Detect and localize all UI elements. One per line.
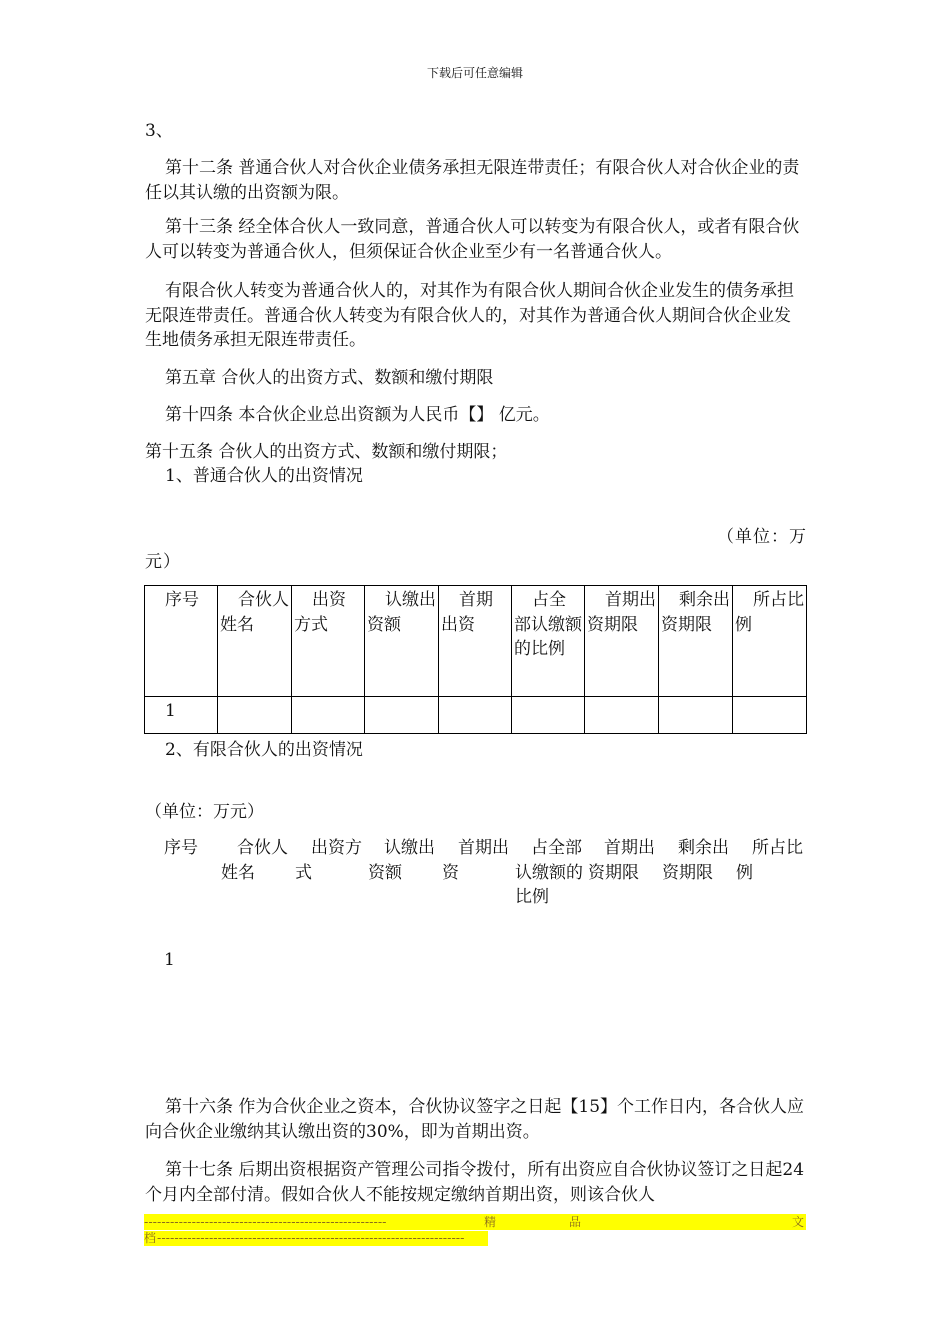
header-cell: 所占比例 (733, 586, 807, 697)
header-cell: 合伙人姓名 (221, 838, 288, 883)
table-cell (365, 697, 439, 734)
footer-dashes: -------------------------------------------------------- (144, 1215, 387, 1229)
article-16: 第十六条 作为合伙企业之资本，合伙协议签字之日起【15】个工作日内，各合伙人应向合伙企业缴纳其认缴出资的30%，即为首期出资。 (145, 1097, 805, 1142)
limited-partner-subtitle: 2、有限合伙人的出资情况 (165, 740, 363, 760)
footer-char: 文 (792, 1215, 805, 1229)
table-cell (218, 697, 292, 734)
header-cell: 首期出资 (442, 838, 509, 883)
footer-char: 品 (569, 1215, 582, 1229)
header-cell: 占全部认缴额的比例 (512, 586, 585, 697)
article-14: 第十四条 本合伙企业总出资额为人民币【】 亿元。 (165, 405, 550, 425)
header-cell: 认缴出资额 (365, 586, 439, 697)
footer-char: 精 (484, 1215, 497, 1229)
footer-char: 档 (144, 1231, 157, 1245)
paragraph-item-3: 3、 (145, 121, 173, 141)
table-cell (585, 697, 659, 734)
header-cell: 首期出资期限 (585, 586, 659, 697)
table-cell (292, 697, 365, 734)
row-number-cell: 1 (164, 950, 175, 970)
table-cell (659, 697, 733, 734)
header-cell: 首期出资 (439, 586, 512, 697)
general-partner-table (144, 585, 807, 734)
header-cell: 出资方式 (295, 838, 362, 883)
header-cell: 首期出资期限 (588, 838, 655, 883)
unit-note-1: （单位：万元） (145, 527, 807, 572)
partner-conversion-paragraph: 有限合伙人转变为普通合伙人的，对其作为有限合伙人期间合伙企业发生的债务承担无限连带责任。普通合伙人转变为有限合伙人的，对其作为普通合伙人期间合伙企业发生地债务承担无限连带责任。 (145, 281, 794, 350)
header-cell: 所占比例 (736, 838, 803, 883)
article-12: 第十二条 普通合伙人对合伙企业债务承担无限连带责任；有限合伙人对合伙企业的责任以其认缴的出资额为限。 (145, 158, 800, 203)
table-row (145, 697, 807, 734)
footer-dashes: ----------------------------------------------------------------------- (157, 1231, 465, 1245)
chapter-5-title: 第五章 合伙人的出资方式、数额和缴付期限 (165, 368, 494, 388)
table-header-row (145, 586, 807, 697)
header-cell: 合伙人姓名 (218, 586, 292, 697)
page-header: 下载后可任意编辑 (426, 66, 523, 80)
header-cell: 序号 (164, 838, 198, 858)
header-cell: 剩余出资期限 (662, 838, 729, 883)
table-cell (733, 697, 807, 734)
unit-note-2: （单位：万元） (145, 802, 264, 822)
row-number-cell: 1 (145, 697, 218, 734)
article-15: 第十五条 合伙人的出资方式、数额和缴付期限； (145, 442, 508, 462)
header-cell: 序号 (145, 586, 218, 697)
article-17: 第十七条 后期出资根据资产管理公司指令拨付，所有出资应自合伙协议签订之日起24个月内全部付清。假如合伙人不能按规定缴纳首期出资，则该合伙人 (145, 1160, 805, 1205)
footer-banner-line-2 (144, 1231, 488, 1246)
header-cell: 出资方式 (292, 586, 365, 697)
footer-banner-line-1 (144, 1214, 806, 1230)
header-cell: 认缴出资额 (368, 838, 435, 883)
header-cell: 占全部认缴额的比例 (515, 838, 583, 907)
article-13: 第十三条 经全体合伙人一致同意，普通合伙人可以转变为有限合伙人，或者有限合伙人可以转变为普通合伙人，但须保证合伙企业至少有一名普通合伙人。 (145, 217, 800, 262)
table-cell (512, 697, 585, 734)
table-cell (439, 697, 512, 734)
header-cell: 剩余出资期限 (659, 586, 733, 697)
general-partner-subtitle: 1、普通合伙人的出资情况 (165, 466, 363, 486)
